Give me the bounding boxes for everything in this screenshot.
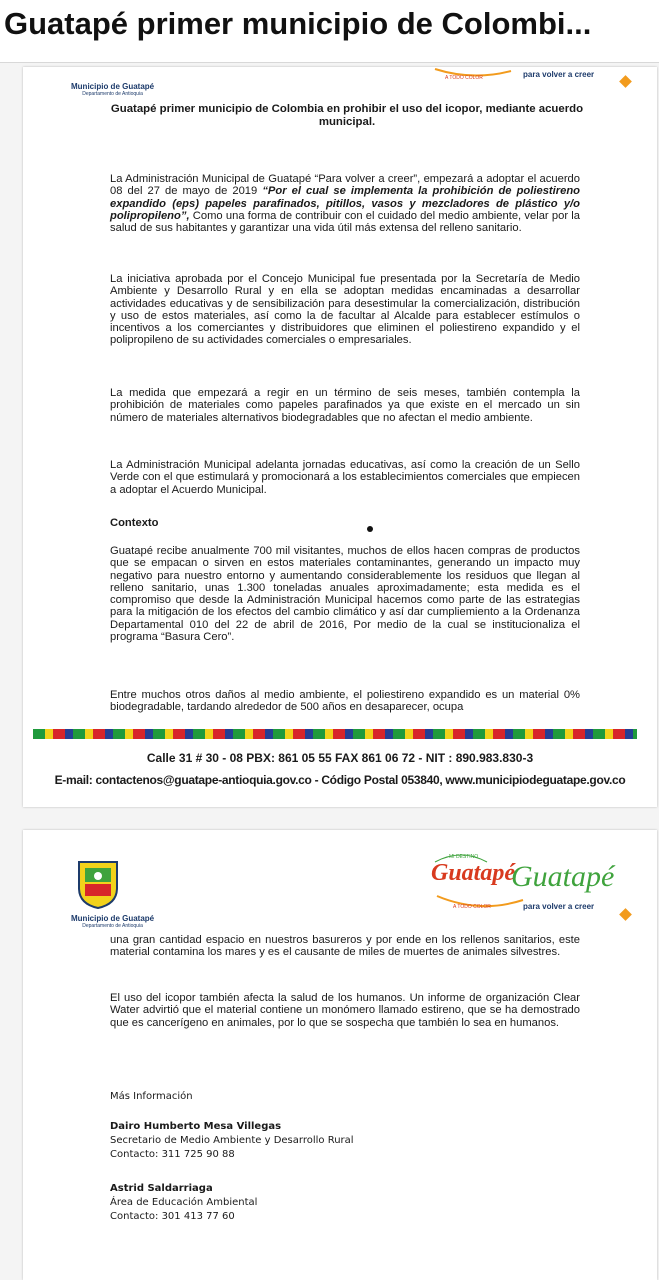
contact-1-phone: Contacto: 311 725 90 88 <box>110 1149 235 1160</box>
article-title: Guatapé primer municipio de Colombia en prohibir el uso del icopor, mediante acuerdo municipal. <box>110 103 584 128</box>
slogan-text: para volver a creer <box>523 70 595 79</box>
app-header <box>0 0 659 63</box>
document-page-1[interactable] <box>23 67 657 807</box>
more-info-label: Más Información <box>110 1091 193 1102</box>
footer-address: Calle 31 # 30 - 08 PBX: 861 05 55 FAX 861 06 72 - NIT : 890.983.830-3 <box>146 751 534 765</box>
orange-diamond-icon-2 <box>619 908 632 921</box>
page2-paragraph-1: una gran cantidad espacio en nuestros basureros y por ende en los rellenos sanitarios, este material contamina los mares y es el causante de miles de muertes de animales silvestres. <box>110 934 580 959</box>
municipality-name: Municipio de Guatapé <box>71 82 155 91</box>
document-page-2[interactable] <box>23 830 657 1280</box>
contact-2 <box>110 1182 257 1224</box>
svg-text:A TODO COLOR: A TODO COLOR <box>453 904 491 910</box>
paragraph-2: La iniciativa aprobada por el Concejo Municipal fue presentada por la Secretaría de Medio Ambiente y Desarrollo Rural y en ella se adoptan medidas encaminadas a desarrollar actividades educativas y de sensibilización para desestimular la comercialización, distribución y uso de estos materiales, así como la de facultar al Alcalde para establecer estímulos o incentivos a los comerciantes y distribuidores que eliminen el poliestireno expandido y el polipropileno de su actividades comerciales o empresariales. <box>110 273 580 347</box>
contact-2-role: Área de Educación Ambiental <box>110 1197 258 1208</box>
contact-1 <box>110 1120 354 1162</box>
municipality-label <box>71 82 154 97</box>
paragraph-4: La Administración Municipal adelanta jornadas educativas, así como la creación de un Sello Verde con el que estimulará y promocionará a los establecimientos comerciales que empiecen a adoptar el Acuerdo Municipal. <box>110 459 580 496</box>
svg-text:MI DESTINO: MI DESTINO <box>449 854 479 860</box>
cursor-dot <box>367 526 373 532</box>
municipality-label-2 <box>71 914 154 929</box>
footer-email: E-mail: contactenos@guatape-antioquia.gov.co - Código Postal 053840, www.municipiodeguatape.gov.co <box>54 773 626 787</box>
slogan-text-2: para volver a creer <box>523 902 595 911</box>
guatape-script-logo: Guatapé <box>511 860 615 893</box>
contact-2-name: Astrid Saldarriaga <box>110 1183 213 1194</box>
department-name-2: Departamento de Antioquia <box>82 923 143 929</box>
paragraph-1: La Administración Municipal de Guatapé “Para volver a creer”, empezará a adoptar el acuerdo 08 del 27 de mayo de 2019 “Por el cual se implementa la prohibición de poliestireno expandido (eps) papeles parafinados, pitillos, vasos y mezcladores de plástico y/o polipropileno”, Como una forma de contribuir con el cuidado del medio ambiente, velar por la salud de sus habitantes y garantizar una vida útil más extensa del relleno sanitario. <box>110 173 580 235</box>
page-title: Guatapé primer municipio de Colombi... <box>4 6 592 41</box>
department-name: Departamento de Antioquia <box>82 91 143 97</box>
paragraph-3: La medida que empezará a regir en un término de seis meses, también contempla la prohibición de materiales como papeles parafinados ya que existe en el mercado un sin número de materiales alternativos biodegradables que no afectan el medio ambiente. <box>110 387 580 424</box>
page2-paragraph-2: El uso del icopor también afecta la salud de los humanos. Un informe de organización Clear Water advirtió que el material contiene un monómero llamado estireno, que se ha demostrado que es cancerígeno en animales, por lo que se sospecha que también lo sea en humanos. <box>110 992 580 1029</box>
mi-destino-arc <box>431 848 491 864</box>
brand-swoosh <box>435 892 525 912</box>
contact-1-role: Secretario de Medio Ambiente y Desarrollo Rural <box>110 1135 354 1146</box>
brand-color-logo <box>433 67 513 81</box>
paragraph-6: Entre muchos otros daños al medio ambiente, el poliestireno expandido es un material 0% biodegradable, tardando alrededor de 500 años en desaparecer, ocupa <box>110 689 580 714</box>
guatape-destino-logo: Guatapé <box>431 860 515 886</box>
municipality-name-2: Municipio de Guatapé <box>71 914 155 923</box>
svg-text:A TODO COLOR: A TODO COLOR <box>445 75 483 81</box>
orange-diamond-icon <box>619 75 632 88</box>
municipal-shield-icon <box>75 858 121 910</box>
contact-1-name: Dairo Humberto Mesa Villegas <box>110 1121 282 1132</box>
context-heading: Contexto <box>110 517 159 529</box>
contact-2-phone: Contacto: 301 413 77 60 <box>110 1211 235 1222</box>
paragraph-5: Guatapé recibe anualmente 700 mil visitantes, muchos de ellos hacen compras de productos que se empacan o sirven en estos materiales contaminantes, generando un impacto muy negativo para nuestro entorno y aumentando considerablemente los residuos que llegan al relleno sanitario, unas 1.300 toneladas anuales aproximadamente; esta medida es el compromiso que desde la Administración Municipal hacemos como parte de las estrategias para la mitigación de los efectos del cambio climático y así dar cumpliemiento a la Ordenanza Departamental 010 del 22 de abril de 2016, Por medio de la cual se institucionaliza el programa “Basura Cero”. <box>110 545 580 644</box>
decorative-color-stripe <box>33 729 637 739</box>
